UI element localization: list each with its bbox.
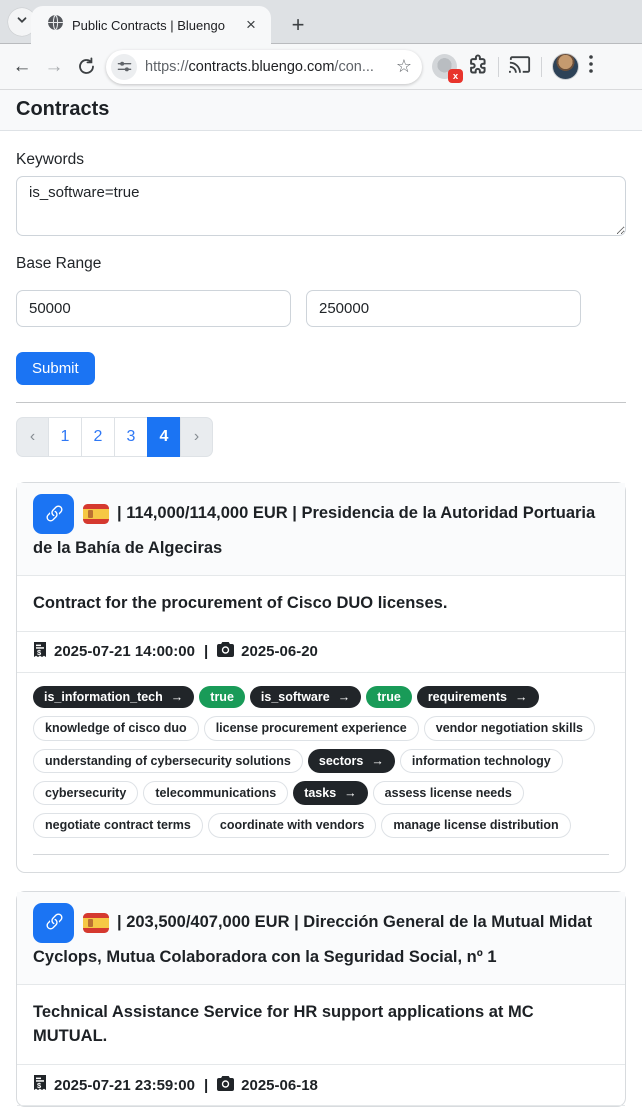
chevron-down-icon <box>16 13 28 31</box>
toolbar-divider <box>498 57 499 77</box>
cast-icon[interactable] <box>509 55 531 79</box>
page-title: Contracts <box>16 98 110 120</box>
submit-button[interactable]: Submit <box>16 352 95 385</box>
toolbar-divider <box>541 57 542 77</box>
divider <box>16 402 626 403</box>
badge-key[interactable]: is_software → <box>250 686 361 708</box>
receipt-icon <box>33 642 47 662</box>
contract-dates <box>17 1065 625 1106</box>
keywords-label: Keywords <box>16 151 85 168</box>
badge-true: true <box>366 686 412 708</box>
extensions-puzzle-icon[interactable] <box>467 54 488 80</box>
contract-list <box>0 482 642 1107</box>
contract-link-button[interactable] <box>33 903 74 943</box>
svg-text:$: $ <box>37 647 42 657</box>
page-header <box>0 90 642 131</box>
contract-dates <box>17 632 625 673</box>
date-separator: | <box>203 643 209 661</box>
back-button[interactable]: ← <box>12 55 32 77</box>
contract-title: | 203,500/407,000 EUR | Dirección General de la Mutual Midat Cyclops, Mutua Colaboradora con la Seguridad Social, nº 1 <box>33 912 593 966</box>
browser-toolbar <box>0 44 642 90</box>
pagination-page-4-active[interactable]: 4 <box>147 417 181 457</box>
contract-card <box>16 891 626 1107</box>
url-text: https://contracts.bluengo.com/con... <box>145 58 374 75</box>
site-settings-icon[interactable] <box>111 54 137 80</box>
menu-kebab-icon[interactable] <box>589 55 593 78</box>
blocked-extension-icon[interactable] <box>432 54 459 82</box>
contract-description: Technical Assistance Service for HR support applications at MC MUTUAL. <box>17 985 625 1066</box>
profile-avatar[interactable] <box>552 53 579 80</box>
pagination-next[interactable]: › <box>180 417 213 457</box>
arrow-right-icon: → <box>344 785 357 800</box>
link-chain-icon <box>43 910 65 935</box>
new-tab-button[interactable]: + <box>291 12 305 37</box>
extension-badge: x <box>448 69 463 83</box>
badge-tag: manage license distribution <box>381 813 570 837</box>
tab-title: Public Contracts | Bluengo <box>72 17 225 33</box>
contract-description: Contract for the procurement of Cisco DUO licenses. <box>17 576 625 632</box>
badge-tag: license procurement experience <box>204 716 419 740</box>
globe-favicon-icon <box>47 14 64 36</box>
contract-badges <box>17 673 625 840</box>
published-date: 2025-06-20 <box>241 643 318 661</box>
pagination-page-2[interactable]: 2 <box>81 417 115 457</box>
link-chain-icon <box>43 502 65 527</box>
keywords-input[interactable] <box>16 176 626 236</box>
base-min-input[interactable] <box>16 290 291 327</box>
badge-tag: understanding of cybersecurity solutions <box>33 749 303 773</box>
arrow-right-icon: → <box>515 689 528 704</box>
pagination <box>16 417 213 457</box>
contract-card-header <box>17 892 625 985</box>
pagination-page-3[interactable]: 3 <box>114 417 148 457</box>
badge-true: true <box>199 686 245 708</box>
base-range-label: Base Range <box>16 255 102 272</box>
contract-card-header <box>17 483 625 576</box>
address-bar[interactable] <box>106 50 422 84</box>
badge-tag: coordinate with vendors <box>208 813 376 837</box>
pagination-page-1[interactable]: 1 <box>48 417 82 457</box>
svg-text:$: $ <box>37 1081 42 1091</box>
base-max-input[interactable] <box>306 290 581 327</box>
badge-tag: knowledge of cisco duo <box>33 716 199 740</box>
tab-close-icon[interactable]: × <box>246 15 256 34</box>
badge-key[interactable]: requirements → <box>417 686 539 708</box>
badge-key[interactable]: sectors → <box>308 749 395 773</box>
browser-tab[interactable] <box>31 6 271 44</box>
reload-button[interactable] <box>70 57 102 76</box>
spain-flag-icon <box>83 913 109 933</box>
tab-strip <box>0 0 642 44</box>
badge-tag: telecommunications <box>143 781 288 805</box>
badge-key[interactable]: is_information_tech → <box>33 686 194 708</box>
contract-link-button[interactable] <box>33 494 74 534</box>
badge-key[interactable]: tasks → <box>293 781 367 805</box>
spain-flag-icon <box>83 504 109 524</box>
camera-icon <box>217 1076 234 1095</box>
forward-button[interactable]: → <box>44 55 64 77</box>
contract-card <box>16 482 626 873</box>
published-date: 2025-06-18 <box>241 1076 318 1094</box>
receipt-icon <box>33 1075 47 1095</box>
badge-tag: negotiate contract terms <box>33 813 203 837</box>
deadline-datetime: 2025-07-21 23:59:00 <box>54 1076 195 1094</box>
toolbar-right <box>432 53 593 80</box>
badge-tag: assess license needs <box>373 781 524 805</box>
badge-tag: vendor negotiation skills <box>424 716 595 740</box>
date-separator: | <box>203 1076 209 1094</box>
filter-form <box>0 131 642 457</box>
bookmark-star-icon[interactable]: ☆ <box>395 56 412 76</box>
camera-icon <box>217 642 234 661</box>
deadline-datetime: 2025-07-21 14:00:00 <box>54 643 195 661</box>
arrow-right-icon: → <box>371 753 384 768</box>
contract-title: | 114,000/114,000 EUR | Presidencia de la Autoridad Portuaria de la Bahía de Algeciras <box>33 504 596 557</box>
pagination-prev[interactable]: ‹ <box>16 417 49 457</box>
arrow-right-icon: → <box>170 689 184 704</box>
badge-tag: information technology <box>400 749 563 773</box>
arrow-right-icon: → <box>337 689 351 704</box>
badge-tag: cybersecurity <box>33 781 138 805</box>
